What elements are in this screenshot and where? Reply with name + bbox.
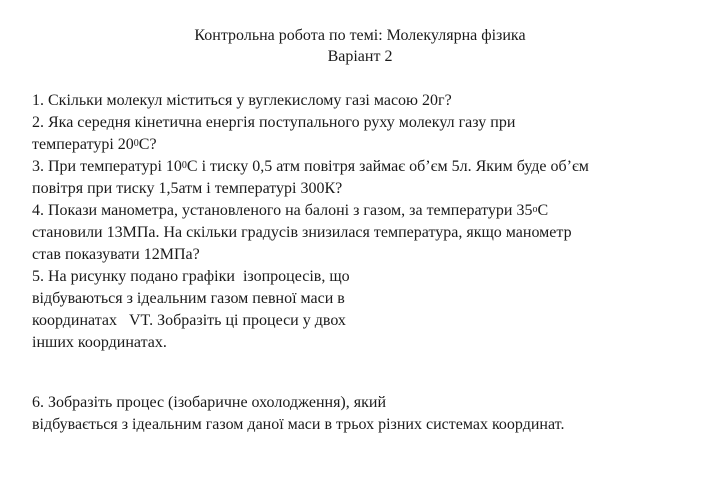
page-title: Контрольна робота по темі: Молекулярна фізика [194,27,526,44]
task-4 [32,200,712,266]
task-2-line-1: 2. Яка середня кінетична енергія поступального руху молекул газу при [32,114,516,131]
spacer [32,354,712,392]
task-2-unit: С? [138,136,157,153]
task-4-line-3: став показувати 12МПа? [32,246,200,263]
task-3-line-2: повітря при тиску 1,5атм і температурі 300К? [32,180,343,197]
task-3 [32,156,712,200]
variant-label: Варіант 2 [327,48,393,65]
task-4-text: 4. Покази манометра, установленого на балоні з газом, за температури 35 [32,202,533,219]
task-3-line-1 [32,156,712,178]
task-3-text: 3. При температурі 10 [32,158,182,175]
task-6-line-2: відбувається з ідеальним газом даної маси в трьох різних системах координат. [32,416,565,433]
task-5-line-2: відбуваються з ідеальним газом певної маси в [32,290,345,307]
task-4-line-2: становили 13МПа. На скільки градусів знизилася температура, якщо манометр [32,224,572,241]
task-4-line-1 [32,200,712,222]
task-6 [32,392,712,436]
task-2-line-2 [32,134,712,156]
task-6-line-1: 6. Зобразіть процес (ізобаричне охолодження), який [32,394,387,411]
task-1 [32,90,712,112]
task-4-unit: С [537,202,549,219]
degree-superscript: 0 [181,160,187,171]
degree-superscript: 0 [133,138,139,149]
task-5-line-4: інших координатах. [32,334,167,351]
degree-superscript: о [532,204,538,215]
task-list [32,90,712,436]
task-2 [32,112,712,156]
task-5-line-3: координатах VT. Зобразіть ці процеси у двох [32,312,346,329]
task-5 [32,266,712,354]
task-5-line-1: 5. На рисунку подано графіки ізопроцесів, що [32,268,350,285]
task-1-line-1: 1. Скільки молекул міститься у вуглекислому газі масою 20г? [32,92,452,109]
task-2-text: температурі 20 [32,136,134,153]
task-3-text-cont: С і тиску 0,5 атм повітря займає об’єм 5л. Яким буде об’єм [186,158,589,175]
